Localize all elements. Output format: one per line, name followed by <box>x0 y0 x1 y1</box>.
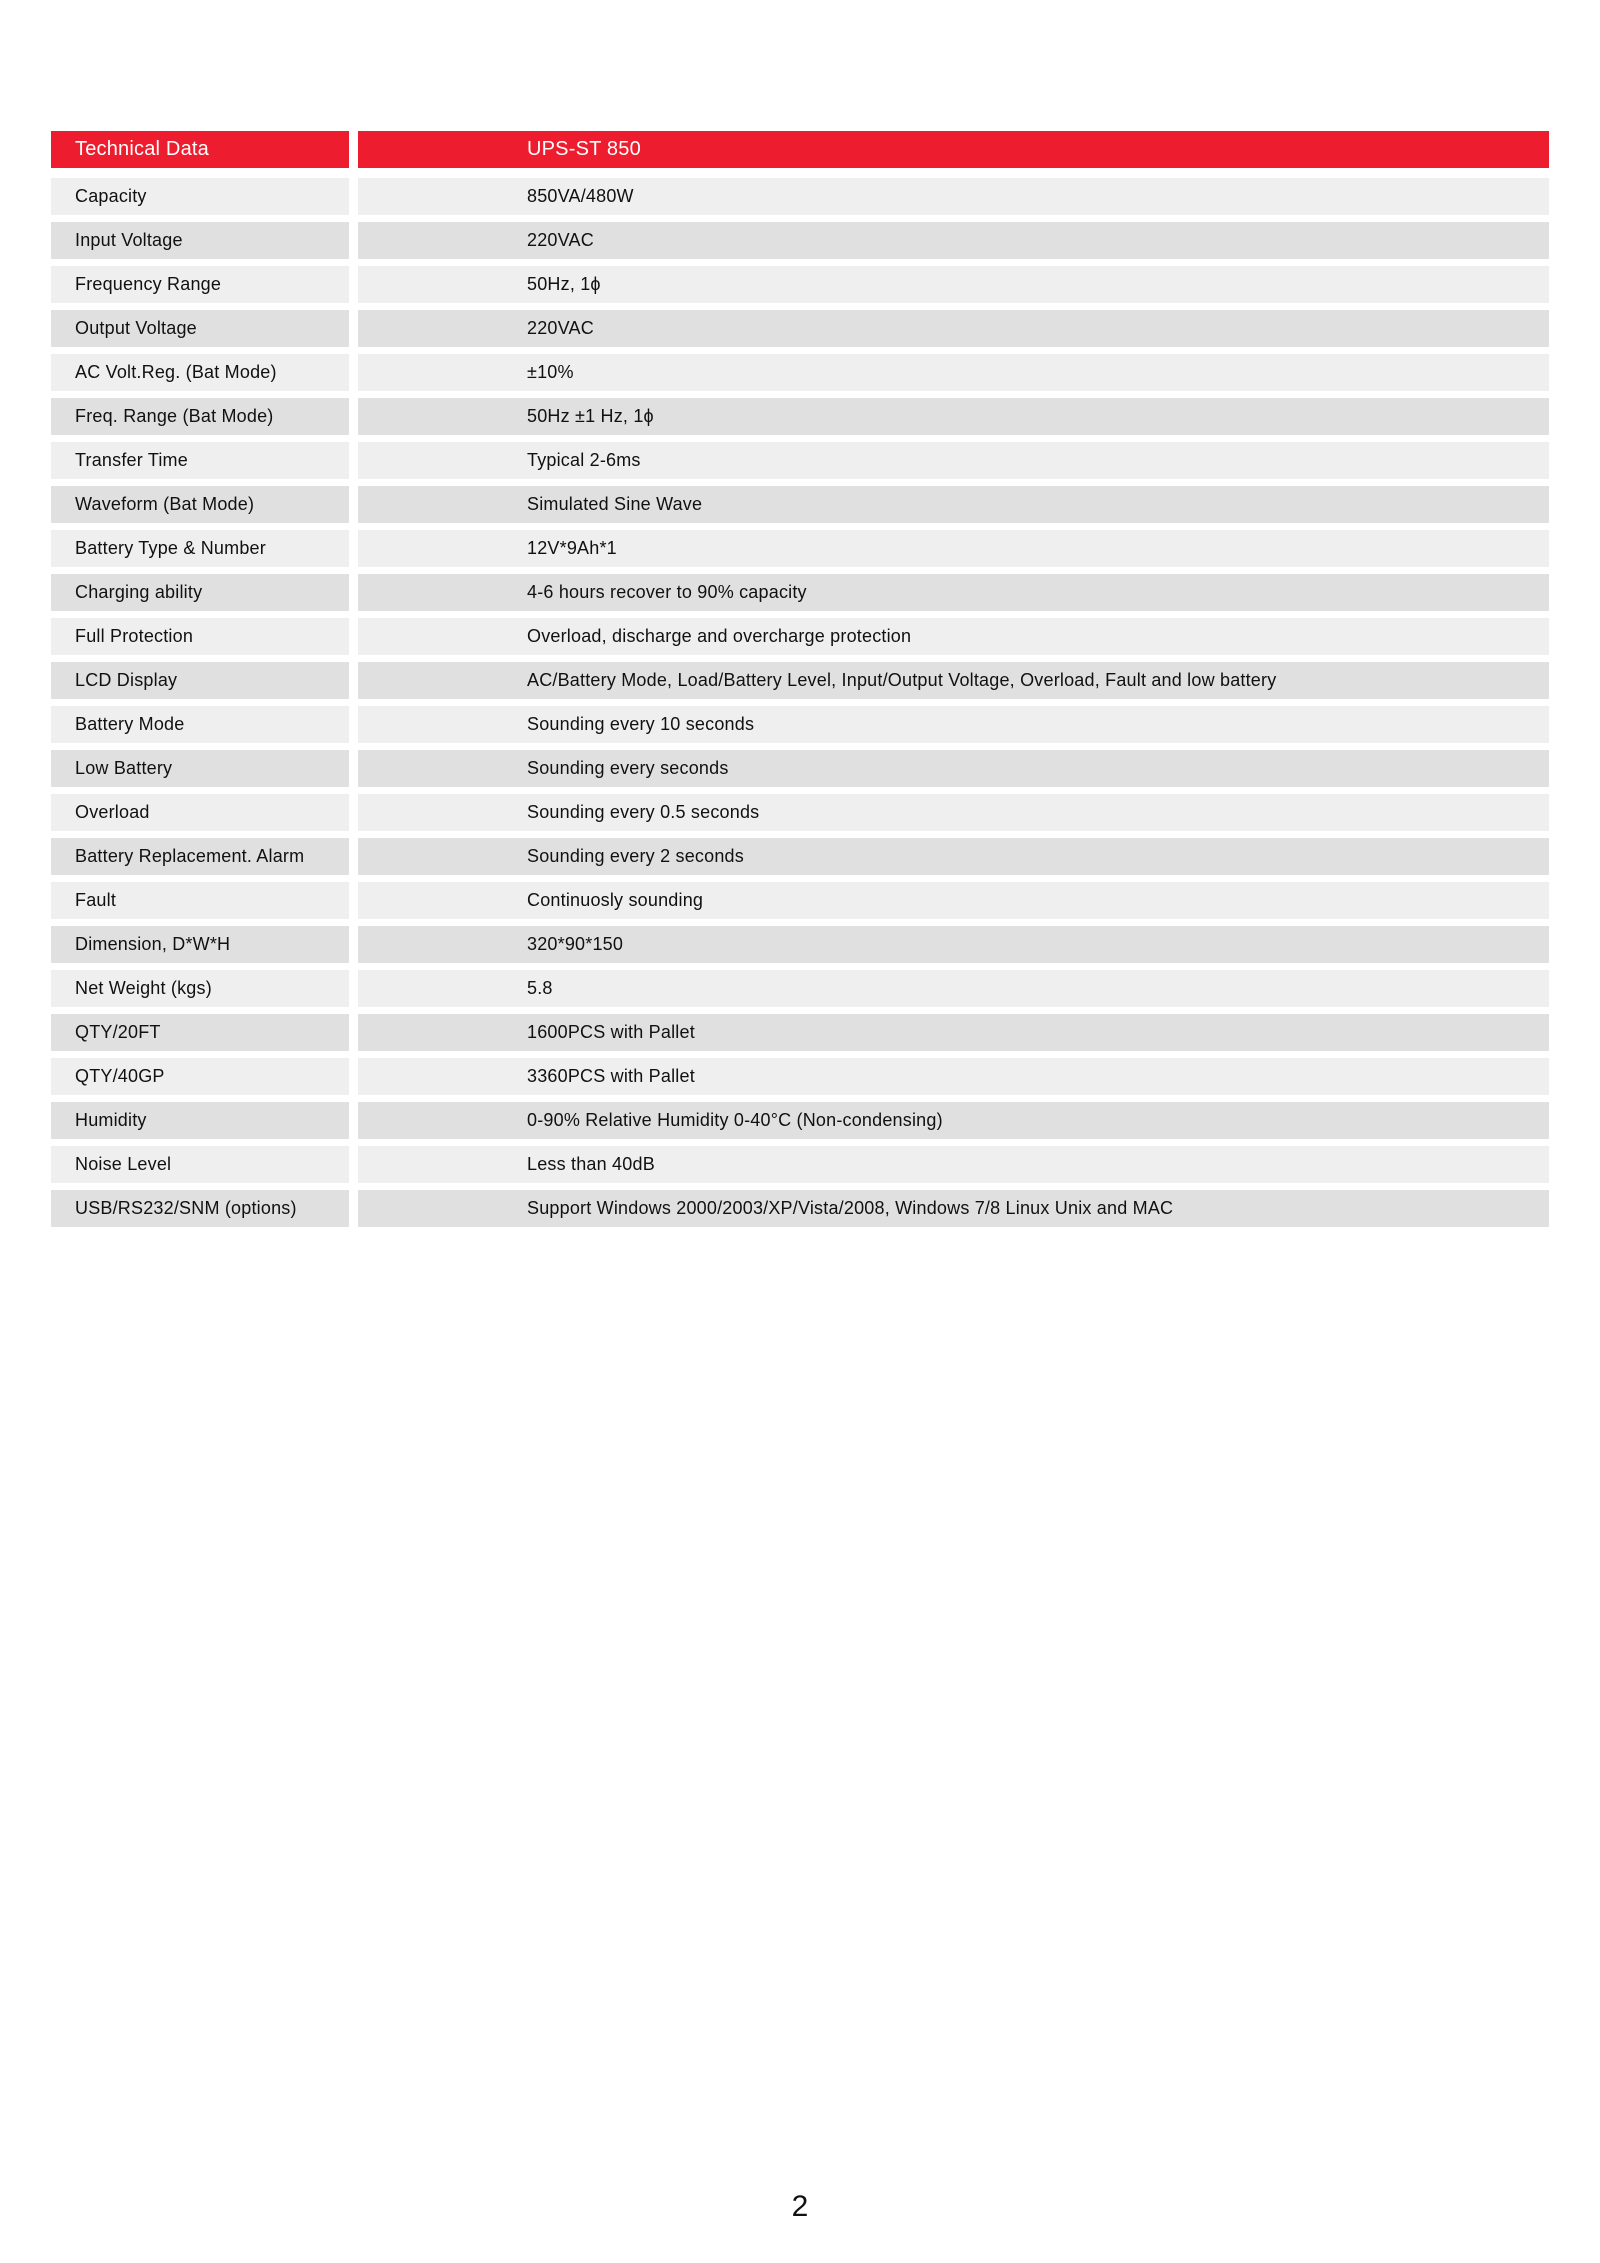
spec-table <box>51 131 1549 1234</box>
spec-value: Continuosly sounding <box>358 882 1549 919</box>
spec-label: Capacity <box>51 178 349 215</box>
table-row <box>51 794 1549 831</box>
spec-value: 5.8 <box>358 970 1549 1007</box>
table-row <box>51 1014 1549 1051</box>
spec-label: Freq. Range (Bat Mode) <box>51 398 349 435</box>
table-row <box>51 838 1549 875</box>
table-row <box>51 266 1549 303</box>
spec-value: ±10% <box>358 354 1549 391</box>
spec-value: Sounding every 0.5 seconds <box>358 794 1549 831</box>
spec-value: Support Windows 2000/2003/XP/Vista/2008, Windows 7/8 Linux Unix and MAC <box>358 1190 1549 1227</box>
table-header <box>51 131 1549 168</box>
spec-label: Humidity <box>51 1102 349 1139</box>
table-row <box>51 398 1549 435</box>
spec-value: 50Hz ±1 Hz, 1ϕ <box>358 398 1549 435</box>
spec-value: 12V*9Ah*1 <box>358 530 1549 567</box>
spec-label: Battery Replacement. Alarm <box>51 838 349 875</box>
table-row <box>51 970 1549 1007</box>
spec-label: Overload <box>51 794 349 831</box>
table-row <box>51 618 1549 655</box>
spec-value: Sounding every 2 seconds <box>358 838 1549 875</box>
page-number: 2 <box>791 2190 809 2223</box>
spec-label: QTY/40GP <box>51 1058 349 1095</box>
spec-value: Typical 2-6ms <box>358 442 1549 479</box>
spec-label: USB/RS232/SNM (options) <box>51 1190 349 1227</box>
spec-value: 3360PCS with Pallet <box>358 1058 1549 1095</box>
table-row <box>51 662 1549 699</box>
spec-label: Transfer Time <box>51 442 349 479</box>
table-row <box>51 178 1549 215</box>
table-row <box>51 310 1549 347</box>
table-row <box>51 1146 1549 1183</box>
spec-label: Battery Type & Number <box>51 530 349 567</box>
spec-label: AC Volt.Reg. (Bat Mode) <box>51 354 349 391</box>
table-row <box>51 1058 1549 1095</box>
table-row <box>51 486 1549 523</box>
header-label: Technical Data <box>51 131 349 168</box>
spec-label: Battery Mode <box>51 706 349 743</box>
spec-value: Sounding every seconds <box>358 750 1549 787</box>
table-row <box>51 926 1549 963</box>
table-row <box>51 882 1549 919</box>
spec-label: Fault <box>51 882 349 919</box>
table-row <box>51 750 1549 787</box>
table-row <box>51 1190 1549 1227</box>
spec-label: Dimension, D*W*H <box>51 926 349 963</box>
table-row <box>51 530 1549 567</box>
spec-label: Input Voltage <box>51 222 349 259</box>
spec-label: Noise Level <box>51 1146 349 1183</box>
spec-label: QTY/20FT <box>51 1014 349 1051</box>
spec-value: 850VA/480W <box>358 178 1549 215</box>
spec-label: Net Weight (kgs) <box>51 970 349 1007</box>
table-row <box>51 442 1549 479</box>
spec-value: 320*90*150 <box>358 926 1549 963</box>
table-row <box>51 1102 1549 1139</box>
spec-label: Waveform (Bat Mode) <box>51 486 349 523</box>
header-model: UPS-ST 850 <box>358 131 1549 168</box>
spec-label: Charging ability <box>51 574 349 611</box>
spec-value: 220VAC <box>358 310 1549 347</box>
spec-value: 50Hz, 1ϕ <box>358 266 1549 303</box>
table-row <box>51 706 1549 743</box>
spec-value: AC/Battery Mode, Load/Battery Level, Input/Output Voltage, Overload, Fault and low battery <box>358 662 1549 699</box>
table-row <box>51 222 1549 259</box>
spec-label: Low Battery <box>51 750 349 787</box>
spec-label: LCD Display <box>51 662 349 699</box>
spec-value: 4-6 hours recover to 90% capacity <box>358 574 1549 611</box>
spec-value: Overload, discharge and overcharge protection <box>358 618 1549 655</box>
table-row <box>51 574 1549 611</box>
table-body <box>51 178 1549 1227</box>
spec-value: 1600PCS with Pallet <box>358 1014 1549 1051</box>
spec-label: Full Protection <box>51 618 349 655</box>
spec-label: Output Voltage <box>51 310 349 347</box>
spec-value: Sounding every 10 seconds <box>358 706 1549 743</box>
table-row <box>51 354 1549 391</box>
spec-label: Frequency Range <box>51 266 349 303</box>
spec-value: 0-90% Relative Humidity 0-40°C (Non-condensing) <box>358 1102 1549 1139</box>
spec-value: Less than 40dB <box>358 1146 1549 1183</box>
spec-value: 220VAC <box>358 222 1549 259</box>
spec-value: Simulated Sine Wave <box>358 486 1549 523</box>
